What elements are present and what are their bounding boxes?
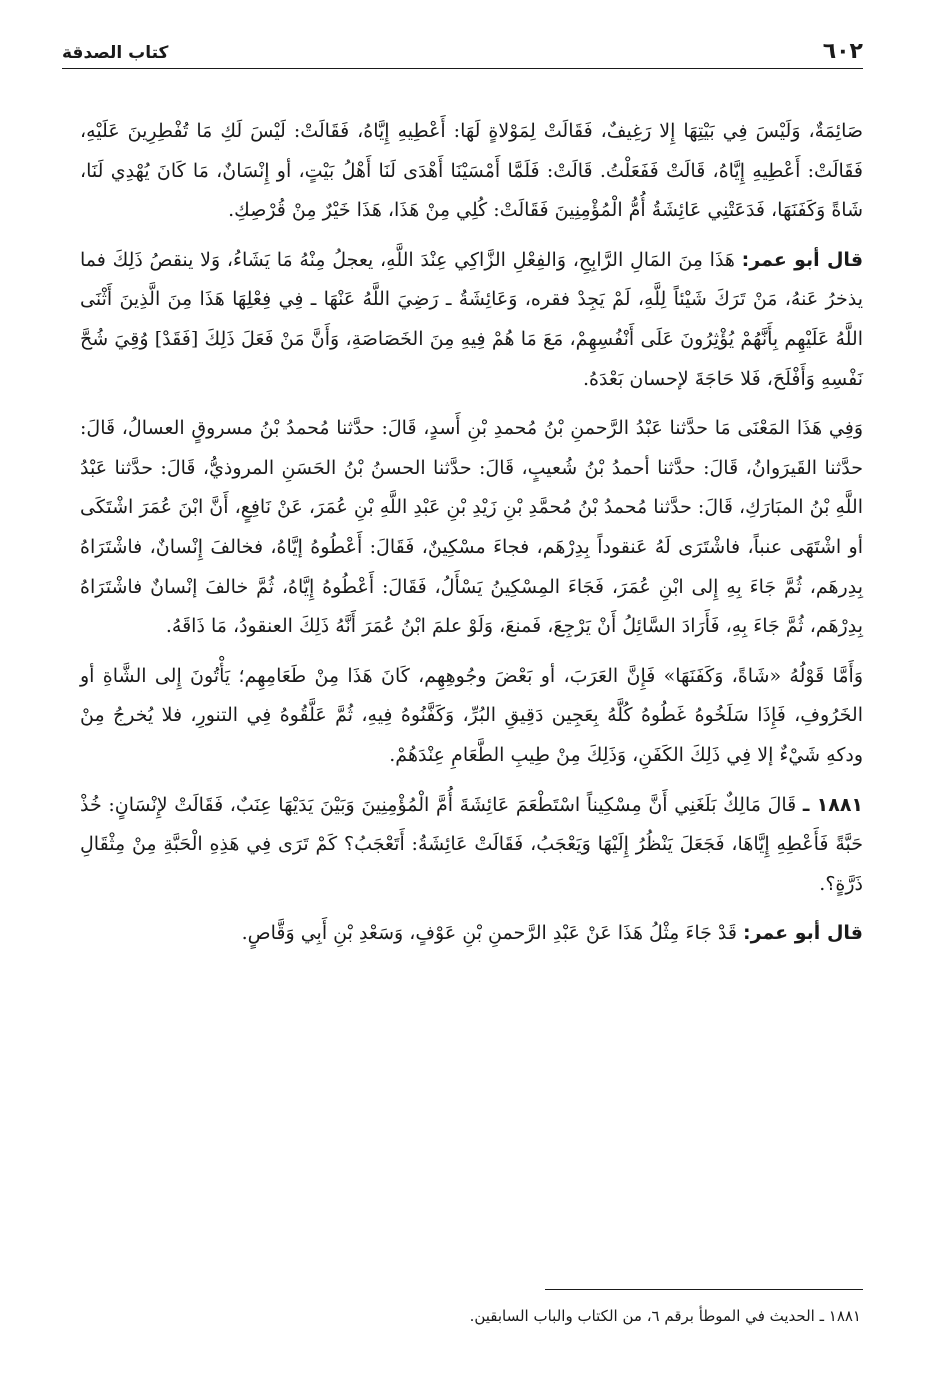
- main-text: [80, 112, 863, 962]
- footnote: ١٨٨١ ـ الحديث في الموطأ برقم ٦، من الكتاب والباب السابقين.: [469, 1307, 861, 1325]
- paragraph-lead: قال أبو عمر:: [741, 248, 864, 271]
- paragraph-text: صَائِمَةٌ، وَلَيْسَ فِي بَيْتِهَا إِلا رَغِيفٌ، فَقَالَتْ لِمَوْلاةٍ لَهَا: أَعْطِيهِ إِيَّاهُ، فَقَالَتْ: لَيْسَ لَكِ مَا تُفْطِرِينَ عَلَيْهِ، فَقَالَتْ: أَعْطِيهِ إِيَّاهُ، قَالَتْ فَفَعَلْتُ. قَالَتْ: فَلَمَّا أَمْسَيْنَا أَهْدَى لَنَا أَهْلُ بَيْتٍ، أو إِنْسَانٌ، مَا كَانَ يُهْدِي لَنَا، شَاةً وَكَفَنَهَا، فَدَعَتْنِي عَائِشَةُ أُمُّ الْمُؤْمِنِينَ فَقَالَتْ: كُلِي مِنْ هَذَا، هَذَا خَيْرٌ مِنْ قُرْصِكِ.: [80, 120, 863, 222]
- paragraph-5: [80, 786, 863, 905]
- paragraph-text: وَأَمَّا قَوْلُهُ «شَاةً، وَكَفَنَهَا» فَإِنَّ العَرَبَ، أو بَعْضَ وجُوهِهِم، كَانَ هَذَا مِنْ طَعَامِهِم؛ يَأْتُونَ إِلى الشَّاةِ أو الخَرُوفِ، فَإِذَا سَلَخُوهُ غَطُوهُ كُلَّهُ بِعَجِين دَقِيقِ البُرِّ، وَكَفَّنُوهُ فِيهِ، ثُمَّ عَلَّقُوهُ فِي التنورِ، فلا يُخرجُ مِنْ ودكهِ شَيْءٌ إلا فِي ذَلِكَ الكَفَنِ، وَذَلِكَ مِنْ طِيبِ الطَّعَامِ عِنْدَهُمْ.: [80, 664, 863, 766]
- paragraph-6: [80, 914, 863, 954]
- paragraph-1: [80, 112, 863, 231]
- paragraph-text: وَفِي هَذَا المَعْنَى مَا حدَّثنا عَبْدُ الرَّحمنِ بْنُ مُحمدِ بْنِ أَسدٍ، قَالَ: حدَّثنا مُحمدُ بْنُ مسروقٍ العسالُ، قَالَ: حدَّثنا القَيرَوانُ، قَالَ: حدَّثنا أحمدُ بْنُ شُعيبٍ، قَالَ: حدَّثنا الحسنُ بْنُ الحَسَنِ المروذيُّ، قَالَ: حدَّثنا عَبْدُ اللَّهِ بْنُ المبَارَكِ، قَالَ: حدَّثنا مُحمدُ بْنُ مُحمَّدِ بْنِ زَيْدِ بْنِ عَبْدِ اللَّهِ بْنِ عُمَرَ، عَنْ نَافِعٍ، أَنَّ ابْنَ عُمَرَ اشْتَكَى أو اشْتَهَى عنباً، فاشْتَرَى لَهُ عَنقوداً بِدِرْهَم، فجاءَ مسْكِينٌ، فَقَالَ: أَعْطُوهُ إيَّاهُ، فخالفَ إِنْسانٌ، فاشْتَرَاهُ بِدِرهَم، ثُمَّ جَاءَ بِهِ إِلى ابْنِ عُمَرَ، فَجَاءَ المِسْكِينُ يَسْأَلُ، فَقَالَ: أَعْطُوهُ إِيَّاهُ، ثُمَّ خالفَ إنْسانٌ فاشْتَرَاهُ بِدِرْهَم، ثُمَّ جَاءَ بِهِ، فَأَرَادَ السَّائِلُ أَنْ يَرْجِعَ، فَمنعَ، وَلَوْ علمَ ابْنُ عُمَرَ أَنَّهُ ذَلِكَ العنقودُ، مَا ذَاقَهُ.: [80, 417, 863, 638]
- paragraph-lead: قال أبو عمر:: [743, 922, 863, 945]
- paragraph-3: [80, 409, 863, 647]
- footnote-divider: [545, 1289, 863, 1290]
- page-number: ٦٠٢: [822, 39, 863, 64]
- paragraph-4: [80, 657, 863, 776]
- paragraph-text: قَالَ مَالِكٌ بَلَغَنِي أَنَّ مِسْكِيناً اسْتَطْعَمَ عَائِشَةَ أُمَّ الْمُؤْمِنِينَ وَبَيْنَ يَدَيْهَا عِنَبٌ، فَقَالَتْ لإِنْسَانٍ: خُذْ حَبَّةً فَأَعْطِهِ إِيَّاهَا، فَجَعَلَ يَنْظُرُ إِلَيْهَا وَيَعْجَبُ، فَقَالَتْ عَائِشَةُ: أَتَعْجَبُ؟ كَمْ تَرَى فِي هَذِهِ الْحَبَّةِ مِنْ مِثْقَالِ ذَرَّةٍ؟.: [80, 793, 863, 895]
- paragraph-2: [80, 241, 863, 399]
- paragraph-text: قَدْ جَاءَ مِثْلُ هَذَا عَنْ عَبْدِ الرَّحمنِ بْنِ عَوْفٍ، وَسَعْدِ بْنِ أَبِي وَقَّاصٍ.: [241, 922, 737, 945]
- paragraph-text: هَذَا مِنَ المَالِ الرَّابِحِ، وَالفِعْلِ الزَّاكِي عِنْدَ اللَّهِ، يعجلُ مِنْهُ مَا يَشَاءُ، وَلا ينقصُ ذَلِكَ فما يذخرُ عَنهُ، مَنْ تَرَكَ شَيْئاً لِلَّهِ، لَمْ يَجِدْ فقره، وَعَائِشَةُ ـ رَضِيَ اللَّهُ عَنْهَا ـ فِي فِعْلِهَا هَذَا مِنَ الَّذِينَ أَثْنَى اللَّهُ عَلَيْهِم بِأَنَّهُمْ يُؤْثِرُونَ عَلَى أَنْفُسِهِمْ، مَعَ مَا هُمْ فِيهِ مِنَ الخَصَاصَةِ، وَأَنَّ مَنْ فَعَلَ ذَلِكَ [فَقَدْ] وُقِيَ شُحَّ نَفْسِهِ وَأَفْلَحَ، فَلا حَاجَةَ لإحسان بَعْدَهُ.: [80, 248, 863, 390]
- hadith-number: ١٨٨١ ـ: [802, 793, 864, 816]
- running-title: كتاب الصدقة: [62, 43, 169, 63]
- page-header: [62, 36, 863, 69]
